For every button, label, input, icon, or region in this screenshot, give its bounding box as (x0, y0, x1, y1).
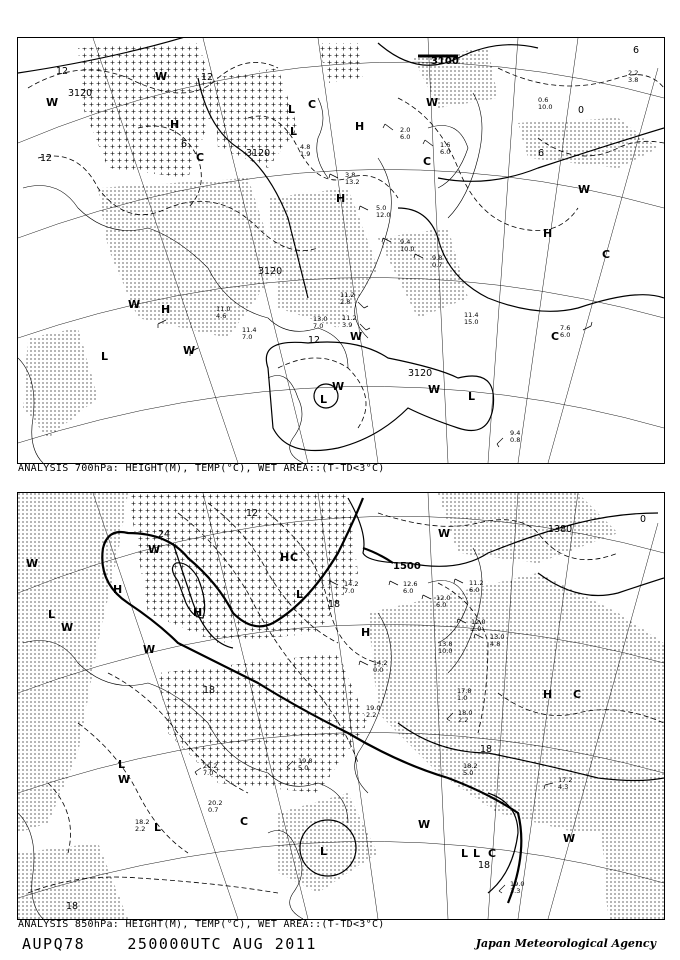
chart-panel-700hpa (17, 37, 665, 464)
system-marker: L (154, 821, 162, 834)
station-obs (400, 126, 410, 141)
svg-text:18.2: 18.2 (135, 818, 150, 826)
station-obs (432, 254, 442, 269)
wet-areas-850 (18, 493, 664, 919)
system-marker: W (143, 643, 156, 656)
system-marker: C (602, 248, 611, 261)
system-marker: L (320, 845, 328, 858)
system-marker: L (288, 103, 296, 116)
system-marker: L (290, 125, 298, 138)
station-obs (242, 326, 256, 341)
system-marker: L (468, 390, 476, 403)
height-label: 3100 (431, 56, 459, 67)
system-marker: L (320, 393, 328, 406)
svg-text:13.0: 13.0 (313, 315, 328, 323)
svg-text:10.0: 10.0 (400, 245, 415, 253)
system-marker: W (118, 773, 131, 786)
svg-text:17.2: 17.2 (558, 776, 573, 784)
system-marker: H (543, 227, 553, 240)
svg-text:11.4: 11.4 (242, 326, 257, 334)
svg-text:1.9: 1.9 (300, 150, 311, 158)
svg-text:5.0: 5.0 (376, 204, 387, 212)
svg-text:14.2: 14.2 (373, 659, 388, 667)
temp-label: 6 (538, 148, 545, 159)
svg-text:6.0: 6.0 (560, 331, 571, 339)
svg-text:1.6: 1.6 (440, 141, 451, 149)
station-obs (344, 580, 358, 595)
svg-text:11.2: 11.2 (342, 314, 357, 322)
system-marker: W (183, 344, 196, 357)
svg-text:6.0: 6.0 (436, 601, 447, 609)
system-marker: W (61, 621, 74, 634)
system-marker: H (280, 551, 290, 564)
svg-text:14.2: 14.2 (344, 580, 359, 588)
system-marker: H (113, 583, 123, 596)
station-obs (440, 141, 450, 156)
system-marker: W (332, 380, 345, 393)
system-marker: H (543, 688, 553, 701)
temp-label: 6 (181, 139, 188, 150)
system-marker: H (170, 118, 180, 131)
svg-text:10.0: 10.0 (538, 103, 553, 111)
svg-text:9.4: 9.4 (510, 429, 521, 437)
svg-text:5.0: 5.0 (463, 769, 474, 777)
svg-text:18.0: 18.0 (458, 709, 473, 717)
svg-text:11.4: 11.4 (464, 311, 479, 319)
wet-areas-700 (23, 43, 658, 438)
svg-text:1.0: 1.0 (457, 694, 468, 702)
svg-text:6.0: 6.0 (469, 586, 480, 594)
system-marker: C (196, 151, 205, 164)
svg-text:10.0: 10.0 (438, 647, 453, 655)
station-obs (628, 69, 638, 84)
svg-text:15.0: 15.0 (464, 318, 479, 326)
svg-text:4.8: 4.8 (300, 143, 311, 151)
svg-text:2.0: 2.0 (471, 625, 482, 633)
svg-text:11.0: 11.0 (216, 305, 231, 313)
svg-text:3.9: 3.9 (342, 321, 353, 329)
system-marker: L (473, 847, 481, 860)
svg-text:17.8: 17.8 (457, 687, 472, 695)
station-obs (376, 204, 390, 219)
svg-text:12.0: 12.0 (436, 594, 451, 602)
svg-text:3.8: 3.8 (345, 171, 356, 179)
svg-text:0.7: 0.7 (208, 806, 219, 814)
chart-panel-850hpa (17, 492, 665, 920)
system-marker: C (308, 98, 317, 111)
svg-text:6.0: 6.0 (403, 587, 414, 595)
svg-text:4.3: 4.3 (558, 783, 569, 791)
svg-text:12.6: 12.6 (403, 580, 418, 588)
svg-text:2.0: 2.0 (400, 126, 411, 134)
system-marker: C (423, 155, 432, 168)
svg-text:5.0: 5.0 (298, 764, 309, 772)
svg-text:20.2: 20.2 (208, 799, 223, 807)
station-obs (403, 580, 417, 595)
svg-text:7.0: 7.0 (203, 769, 214, 777)
system-marker: L (48, 608, 56, 621)
temp-label: 12 (308, 335, 321, 346)
map-850hpa (18, 493, 664, 919)
svg-text:4.6: 4.6 (216, 312, 227, 320)
temp-label: 18 (478, 860, 491, 871)
system-marker: W (26, 557, 39, 570)
temp-label: 18 (328, 599, 341, 610)
system-marker: W (428, 383, 441, 396)
height-label: 3120 (68, 88, 93, 99)
svg-text:12.0: 12.0 (376, 211, 391, 219)
system-marker: W (426, 96, 439, 109)
temp-label: 0 (578, 105, 585, 116)
system-marker: C (488, 847, 497, 860)
temp-label: 12 (56, 66, 69, 77)
svg-text:0.7: 0.7 (432, 261, 443, 269)
system-marker: H (193, 606, 203, 619)
station-obs (510, 880, 524, 895)
system-marker: W (155, 70, 168, 83)
temp-label: 18 (66, 901, 79, 912)
station-obs (300, 143, 310, 158)
height-label: 1500 (393, 561, 421, 572)
svg-text:7.0: 7.0 (344, 587, 355, 595)
height-label: 1380 (548, 524, 573, 535)
system-marker: C (551, 330, 560, 343)
system-marker: H (336, 192, 346, 205)
height-label: 3120 (246, 148, 271, 159)
svg-text:12.0: 12.0 (471, 618, 486, 626)
system-marker: W (128, 298, 141, 311)
svg-text:2.2: 2.2 (366, 711, 377, 719)
temp-label: 18 (480, 744, 493, 755)
system-marker: C (573, 688, 582, 701)
station-obs (510, 429, 520, 444)
temp-label: 24 (158, 529, 171, 540)
caption-850hpa: ANALYSIS 850hPa: HEIGHT(M), TEMP(°C), WET AREA::(T-TD<3°C) (18, 919, 385, 930)
svg-text:9.8: 9.8 (432, 254, 443, 262)
svg-text:4.8: 4.8 (490, 640, 501, 648)
system-marker: W (578, 183, 591, 196)
system-marker: C (290, 551, 299, 564)
temp-label: 12 (246, 508, 259, 519)
caption-700hpa: ANALYSIS 700hPa: HEIGHT(M), TEMP(°C), WET AREA::(T-TD<3°C) (18, 463, 385, 474)
svg-text:13.0: 13.0 (490, 633, 505, 641)
system-marker: L (461, 847, 469, 860)
temp-label: 12 (40, 153, 53, 164)
svg-text:3.8: 3.8 (628, 76, 639, 84)
station-obs (464, 311, 478, 326)
system-marker: L (101, 350, 109, 363)
system-marker: L (118, 758, 126, 771)
svg-text:2.2: 2.2 (628, 69, 639, 77)
svg-text:2.2: 2.2 (458, 716, 469, 724)
station-obs (366, 704, 380, 719)
chart-code: AUPQ78 (22, 935, 86, 953)
svg-text:13.8: 13.8 (438, 640, 453, 648)
svg-text:11.2: 11.2 (340, 291, 355, 299)
svg-text:7.0: 7.0 (313, 322, 324, 330)
svg-text:2.2: 2.2 (135, 825, 146, 833)
map-700hpa (18, 38, 664, 463)
system-marker: H (161, 303, 171, 316)
system-marker: W (350, 330, 363, 343)
station-obs (208, 799, 222, 814)
system-marker: W (418, 818, 431, 831)
height-label: 3120 (408, 368, 433, 379)
system-marker: W (563, 832, 576, 845)
svg-text:13.2: 13.2 (345, 178, 360, 186)
svg-text:7.6: 7.6 (560, 324, 571, 332)
station-obs (313, 315, 327, 330)
temp-label: 12 (201, 72, 214, 83)
svg-text:19.0: 19.0 (510, 880, 525, 888)
system-marker: C (240, 815, 249, 828)
svg-text:0.6: 0.6 (538, 96, 549, 104)
station-obs (438, 640, 452, 655)
system-marker: W (438, 527, 451, 540)
svg-text:19.0: 19.0 (366, 704, 381, 712)
system-marker: W (46, 96, 59, 109)
station-obs (560, 324, 570, 339)
svg-text:7.0: 7.0 (242, 333, 253, 341)
station-obs (345, 171, 359, 186)
svg-text:19.8: 19.8 (298, 757, 313, 765)
svg-text:2.8: 2.8 (340, 298, 351, 306)
svg-text:3.3: 3.3 (510, 887, 521, 895)
temp-label: 6 (633, 45, 640, 56)
chart-identifier (22, 935, 317, 953)
station-obs (538, 96, 552, 111)
svg-text:0.0: 0.0 (373, 666, 384, 674)
svg-text:20.2: 20.2 (203, 762, 218, 770)
station-obs (135, 818, 149, 833)
height-label: 3120 (258, 266, 283, 277)
temp-label: 18 (203, 685, 216, 696)
agency-credit: Japan Meteorological Agency (475, 937, 656, 950)
svg-text:6.0: 6.0 (440, 148, 451, 156)
svg-text:6.0: 6.0 (400, 133, 411, 141)
analysis-time: 250000UTC AUG 2011 (127, 935, 317, 953)
system-marker: W (148, 543, 161, 556)
station-obs (342, 314, 356, 329)
svg-text:11.2: 11.2 (469, 579, 484, 587)
svg-text:0.8: 0.8 (510, 436, 521, 444)
system-marker: H (361, 626, 371, 639)
temp-label: 0 (640, 514, 647, 525)
system-marker: H (355, 120, 365, 133)
system-marker: L (296, 588, 304, 601)
svg-text:18.2: 18.2 (463, 762, 478, 770)
svg-text:9.4: 9.4 (400, 238, 411, 246)
